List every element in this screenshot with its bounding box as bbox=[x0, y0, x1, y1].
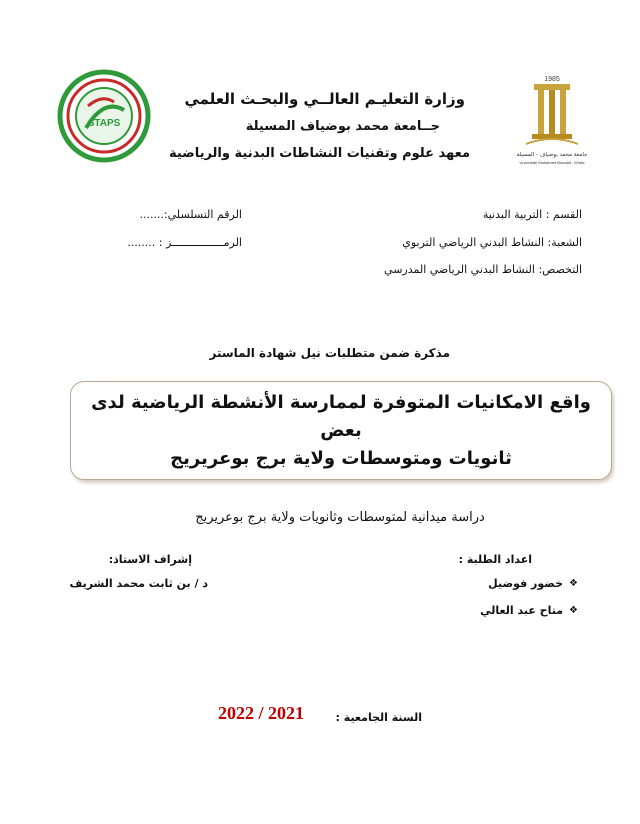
student-item bbox=[480, 604, 578, 617]
field-study: دراسة ميدانية لمتوسطات وثانويات ولاية برج بوعريريج bbox=[195, 510, 485, 525]
thesis-title bbox=[71, 389, 611, 473]
student-name: خضور فوضيل bbox=[488, 577, 564, 590]
diamond-bullet-icon: ❖ bbox=[569, 605, 578, 616]
logo-caption-fr: Université Mohamed Boudiaf - M'sila bbox=[519, 160, 585, 165]
logo-text: STAPS bbox=[87, 118, 121, 129]
title-line-2: ثانويات ومتوسطات ولاية برج بوعريريج bbox=[170, 447, 512, 469]
institute-logo bbox=[56, 68, 152, 164]
specialty: التخصص: النشاط البدني الرياضي المدرسي bbox=[384, 263, 582, 276]
supervisor-label: إشراف الاستاذ: bbox=[108, 553, 192, 566]
logo-caption-ar: جامعة محمد بوضياف - المسيلة bbox=[516, 152, 588, 158]
memoire-statement: مذكرة ضمن متطلبات نيل شهادة الماستر bbox=[209, 346, 450, 360]
diamond-bullet-icon: ❖ bbox=[569, 578, 578, 589]
academic-year-value: 2022 / 2021 bbox=[218, 703, 305, 723]
serial-number: الرقم التسلسلي:....... bbox=[139, 208, 242, 221]
ministry-name: وزارة التعليـم العالــي والبحـث العلمي bbox=[184, 90, 465, 108]
code: الرمــــــــــــــــز : ........ bbox=[127, 236, 242, 249]
department: القسم : التربية البدنية bbox=[482, 208, 582, 221]
logo-year: 1985 bbox=[544, 76, 560, 83]
university-logo bbox=[512, 72, 592, 168]
supervisor-name: د / بن ثابت محمد الشريف bbox=[69, 577, 208, 590]
title-line-1: واقع الامكانيات المتوفرة لممارسة الأنشطة الرياضية لدى بعض bbox=[91, 391, 591, 441]
university-name: جــامعة محمد بوضياف المسيلة bbox=[245, 119, 440, 134]
students-label: اعداد الطلبة : bbox=[458, 553, 532, 566]
branch: الشعبة: النشاط البدني الرياضي التربوي bbox=[402, 236, 582, 249]
institute-name: معهد علوم وتقنيات النشاطات البدنية والرياضية bbox=[168, 146, 470, 161]
student-item bbox=[488, 577, 578, 590]
student-name: متاح عبد العالي bbox=[480, 604, 564, 617]
thesis-title-box bbox=[70, 381, 612, 480]
academic-year-label: السنة الجامعية : bbox=[335, 711, 422, 724]
